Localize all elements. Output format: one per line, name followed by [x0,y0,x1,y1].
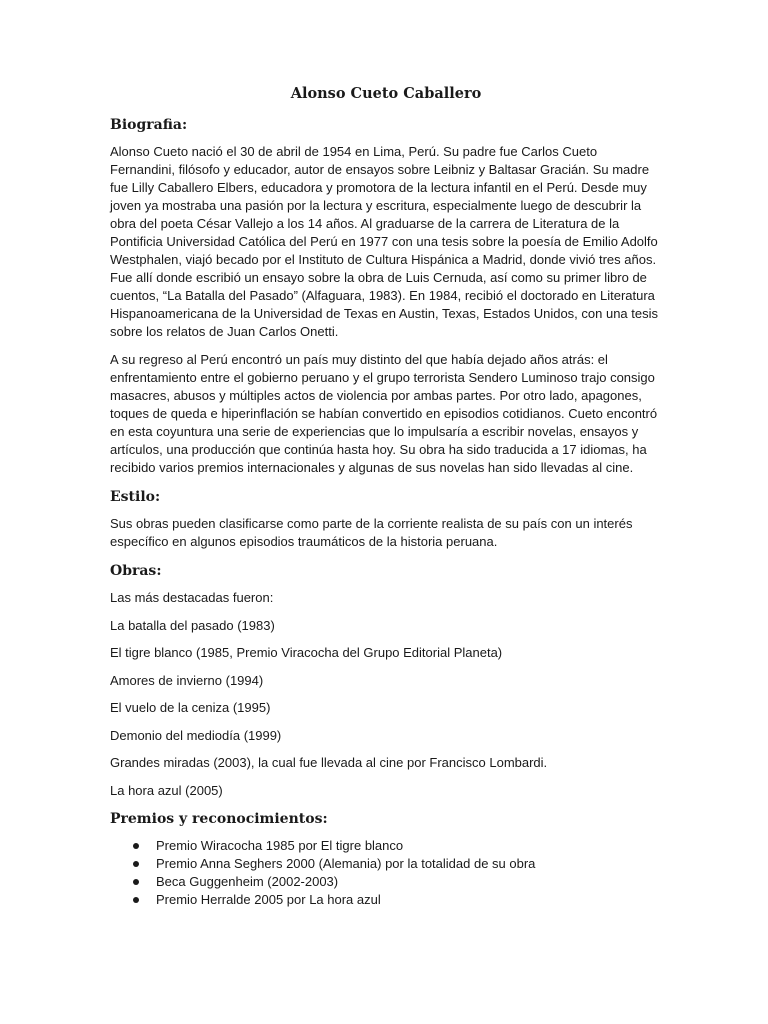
premio-text: Premio Anna Seghers 2000 (Alemania) por la totalidad de su obra [156,856,536,871]
bullet-icon [133,879,139,885]
premio-list-item [110,837,662,855]
estilo-heading: Estilo: [110,489,161,505]
biografia-heading: Biografia: [110,117,188,133]
premio-list-item [110,891,662,909]
estilo-paragraph: Sus obras pueden clasificarse como parte de la corriente realista de su país con un interés específico en algunos episodios traumáticos de la historia peruana. [110,516,633,549]
obras-heading: Obras: [110,563,162,579]
obra-item: El vuelo de la ceniza (1995) [110,700,271,715]
premio-text: Premio Herralde 2005 por La hora azul [156,892,381,907]
premio-list-item [110,873,662,891]
obra-item: La hora azul (2005) [110,782,223,798]
premios-heading: Premios y reconocimientos: [110,811,328,827]
document-page [110,84,662,909]
premios-list [110,837,662,909]
premio-text: Premio Wiracocha 1985 por El tigre blanco [156,838,404,853]
biografia-paragraph-1: Alonso Cueto nació el 30 de abril de 1954 en Lima, Perú. Su padre fue Carlos Cueto Fernandini, filósofo y educador, autor de ensayos sobre Leibniz y Baltasar Gracián. Su madre fue Lilly Caballero Elbers, educadora y promotora de la lectura infantil en el Perú. Desde muy joven ya mostraba una pasión por la lectura y escritura, especialmente luego de descubrir la obra del poeta César Vallejo a los 14 años. Al graduarse de la carrera de Literatura de la Pontificia Universidad Católica del Perú en 1977 con una tesis sobre la poesía de Emilio Adolfo Westphalen, viajó becado por el Instituto de Cultura Hispánica a Madrid, donde vivió tres años. Fue allí donde escribió un ensayo sobre la obra de Luis Cernuda, así como su primer libro de cuentos, “La Batalla del Pasado” (Alfaguara, 1983). En 1984, recibió el doctorado en Literatura Hispanoamericana de la Universidad de Texas en Austin, Texas, Estados Unidos, con una tesis sobre los relatos de Juan Carlos Onetti. [110,144,659,339]
obras-intro: Las más destacadas fueron: [110,590,274,605]
obra-item: Demonio del mediodía (1999) [110,727,282,743]
obra-item: El tigre blanco (1985, Premio Viracocha del Grupo Editorial Planeta) [110,645,503,660]
obra-item: Grandes miradas (2003), la cual fue llevada al cine por Francisco Lombardi. [110,755,548,770]
premio-text: Beca Guggenheim (2002-2003) [156,874,339,889]
premio-list-item [110,855,662,873]
document-title: Alonso Cueto Caballero [290,85,482,102]
bullet-icon [133,897,139,903]
biografia-paragraph-2: A su regreso al Perú encontró un país muy distinto del que había dejado años atrás: el enfrentamiento entre el gobierno peruano y el grupo terrorista Sendero Luminoso trajo consigo masacres, abusos y múltiples actos de violencia por ambas partes. Por otro lado, apagones, toques de queda e hiperinflación se habían convertido en episodios cotidianos. Cueto encontró en esta coyuntura una serie de experiencias que lo impulsaría a escribir novelas, ensayos y artículos, una producción que continúa hasta hoy. Su obra ha sido traducida a 17 idiomas, ha recibido varios premios internacionales y algunas de sus novelas han sido llevadas al cine. [110,352,658,475]
obra-item: Amores de invierno (1994) [110,672,264,688]
bullet-icon [133,843,139,849]
bullet-icon [133,861,139,867]
obra-item: La batalla del pasado (1983) [110,617,275,633]
